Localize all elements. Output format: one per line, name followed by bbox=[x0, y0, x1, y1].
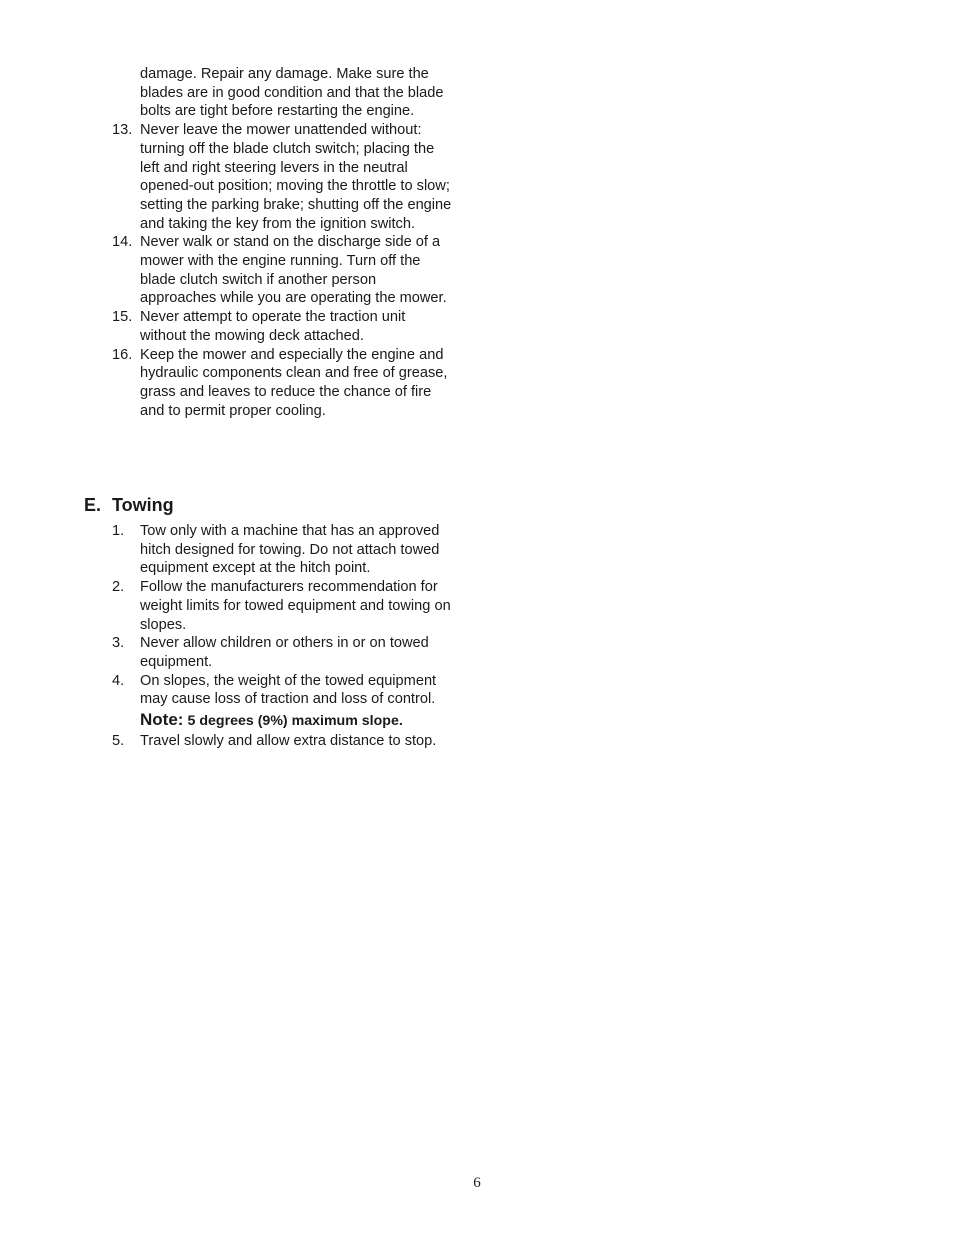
list-item-number: 4. bbox=[112, 672, 125, 689]
list-item-text: Never attempt to operate the traction unit without the mowing deck attached. bbox=[140, 309, 406, 344]
page-number: 6 bbox=[473, 1175, 481, 1191]
list-item-text: damage. Repair any damage. Make sure the blades are in good condition and that the blade bolts are tight before restarting the engine. bbox=[140, 66, 444, 120]
list-item-text: On slopes, the weight of the towed equipment may cause loss of traction and loss of control. bbox=[140, 672, 437, 708]
list-item-number: 13. bbox=[112, 122, 133, 139]
list-item-number: 14. bbox=[112, 234, 133, 251]
towing-list bbox=[112, 522, 452, 751]
list-item-number: 2. bbox=[112, 579, 125, 596]
towing-item-4 bbox=[112, 672, 452, 709]
section-heading-towing bbox=[84, 494, 174, 516]
section-letter: E. bbox=[84, 495, 102, 515]
note-label: Note: bbox=[140, 710, 184, 730]
section-title: Towing bbox=[112, 495, 174, 515]
list-item-text: Never leave the mower unattended without: turning off the blade clutch switch; placing the left and right steering levers in the neutral opened-out position; moving the throttle to slow; setting the parking brake; shutting off the engine and taking the key from the ignition switch. bbox=[140, 122, 452, 232]
safety-list-continued bbox=[112, 65, 452, 420]
list-item-12-continued bbox=[112, 65, 452, 121]
list-item-text: Travel slowly and allow extra distance to stop. bbox=[140, 733, 437, 750]
list-item-15 bbox=[112, 308, 452, 345]
towing-item-2 bbox=[112, 578, 452, 634]
list-item-number: 16. bbox=[112, 346, 133, 363]
list-item-text: Keep the mower and especially the engine and hydraulic components clean and free of grease, grass and leaves to reduce the chance of fire and to permit proper cooling. bbox=[140, 346, 448, 419]
list-item-number: 3. bbox=[112, 635, 125, 652]
list-item-13 bbox=[112, 121, 452, 233]
towing-item-5 bbox=[112, 732, 452, 751]
list-item-text: Follow the manufacturers recommendation for weight limits for towed equipment and towing on slopes. bbox=[140, 579, 451, 633]
list-item-text: Never walk or stand on the discharge side of a mower with the engine running. Turn off the blade clutch switch if another person approaches while you are operating the mower. bbox=[140, 234, 447, 307]
note-text: 5 degrees (9%) maximum slope. bbox=[187, 713, 403, 730]
list-item-number: 15. bbox=[112, 309, 133, 326]
list-item-16 bbox=[112, 346, 452, 421]
list-item-number: 5. bbox=[112, 733, 125, 750]
list-item-text: Tow only with a machine that has an approved hitch designed for towing. Do not attach towed equipment except at the hitch point. bbox=[140, 523, 440, 577]
slope-note bbox=[112, 709, 452, 732]
towing-item-3 bbox=[112, 634, 452, 671]
list-item-text: Never allow children or others in or on towed equipment. bbox=[140, 635, 429, 670]
list-item-number: 1. bbox=[112, 523, 125, 539]
towing-item-1 bbox=[112, 522, 452, 578]
list-item-14 bbox=[112, 233, 452, 308]
